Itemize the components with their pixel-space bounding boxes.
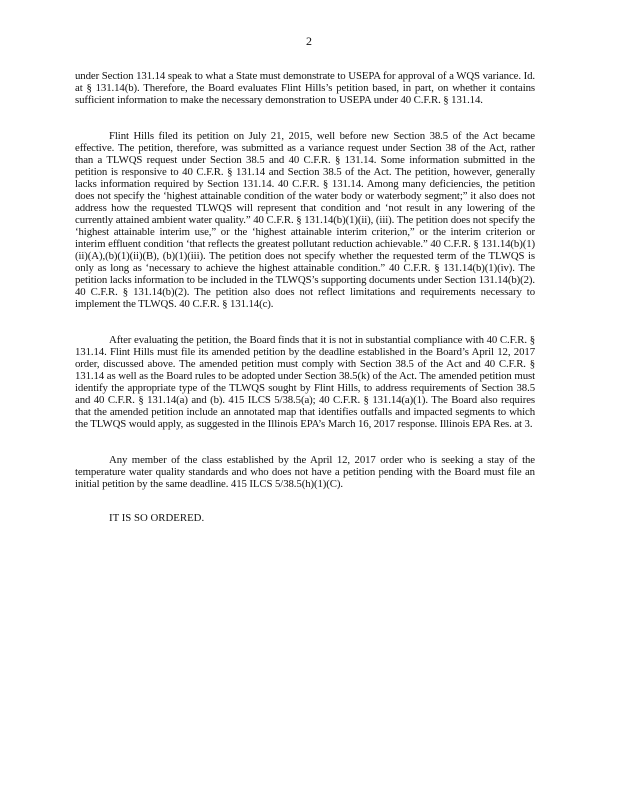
paragraph-variance-intro: under Section 131.14 speak to what a State must demonstrate to USEPA for approval of a WQS variance. Id. at § 131.14(b). Therefore, the Board evaluates Flint Hills’s petition based, in part, on whether it contains sufficient information to make the necessary demonstration to USEPA under 40 C.F.R. § 131.14. (75, 70, 535, 106)
paragraph-petition-deficiencies: Flint Hills filed its petition on July 21, 2015, well before new Section 38.5 of the Act became effective. The petition, therefore, was submitted as a variance request under Section 38 of the Act, rather than a TLWQS request under Section 38.5 and 40 C.F.R. § 131.14. Some information submitted in the petition is responsive to 40 C.F.R. § 131.14 and Section 38.5 of the Act. The petition, however, generally lacks information required by Section 131.14. 40 C.F.R. § 131.14. Among many deficiencies, the petition does not specify the ‘highest attainable condition of the water body or waterbody segment;” it also does not address how the requested TLWQS will represent that condition and ‘not result in any lowering of the currently attained ambient water quality.” 40 C.F.R. § 131.14(b)(1)(ii), (iii). The petition does not specify the ‘highest attainable interim use,” or the ‘highest attainable interim criterion,” or the interim criterion or interim effluent condition ‘that reflects the greatest pollutant reduction achievable.” 40 C.F.R. § 131.14(b)(1)(ii)(A),(b)(1)(ii)(B), (b)(1)(iii). The petition does not specify whether the requested term of the TLWQS is only as long as ‘necessary to achieve the highest attainable condition.” 40 C.F.R. § 131.14(b)(1)(iv). The petition lacks information to be included in the TLWQS’s supporting documents under Section 131.14(b)(2). 40 C.F.R. § 131.14(b)(2). The petition also does not reflect limitations and requirements necessary to implement the TLWQS. 40 C.F.R. § 131.14(c). (75, 130, 535, 310)
paragraph-class-members: Any member of the class established by the April 12, 2017 order who is seeking a stay of the temperature water quality standards and who does not have a petition pending with the Board must file an initial petition by the same deadline. 415 ILCS 5/38.5(h)(1)(C). (75, 454, 535, 490)
closing-order-statement: IT IS SO ORDERED. (109, 512, 205, 524)
paragraph-board-findings: After evaluating the petition, the Board finds that it is not in substantial compliance with 40 C.F.R. § 131.14. Flint Hills must file its amended petition by the deadline established in the Board’s April 12, 2017 order, discussed above. The amended petition must comply with Section 38.5 of the Act and 40 C.F.R. § 131.14 as well as the Board rules to be adopted under Section 38.5(k) of the Act. The amended petition must identify the appropriate type of the TLWQS sought by Flint Hills, to address requirements of Section 38.5 and 40 C.F.R. § 131.14(a) and (b). 415 ILCS 5/38.5(a); 40 C.F.R. § 131.14(a)(1). The Board also requires that the amended petition include an annotated map that identifies outfalls and impacted segments to which the TLWQS would apply, as suggested in the Illinois EPA’s March 16, 2017 response. Illinois EPA Res. at 3. (75, 334, 535, 430)
document-body (75, 70, 535, 524)
page-number: 2 (306, 34, 312, 48)
